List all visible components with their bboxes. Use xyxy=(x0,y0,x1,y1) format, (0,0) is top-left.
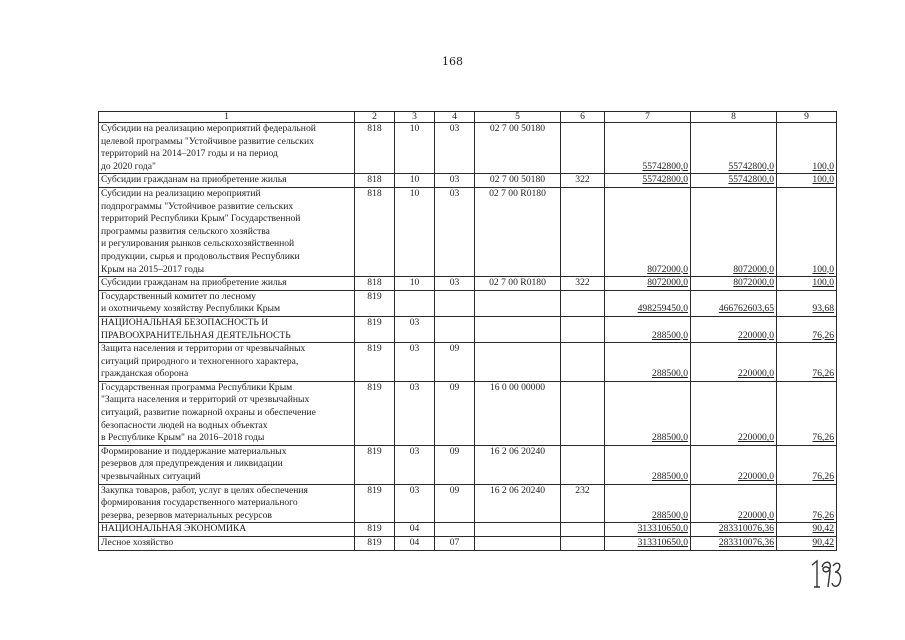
amount-value: 76,26 xyxy=(812,432,834,444)
ministry-code-cell: 819 xyxy=(355,290,395,316)
row-name-cell: Субсидии гражданам на приобретение жилья xyxy=(99,174,355,188)
executed-amount-cell xyxy=(691,523,777,537)
table-row xyxy=(99,537,837,551)
amount-value: 220000,0 xyxy=(738,432,774,444)
amount-value: 76,26 xyxy=(812,329,834,341)
target-article-cell xyxy=(475,316,561,342)
row-name-cell: Лесное хозяйство xyxy=(99,537,355,551)
amount-value: 55742800,0 xyxy=(642,174,688,186)
approved-amount-cell xyxy=(605,123,691,174)
table-row xyxy=(99,277,837,291)
amount-value: 220000,0 xyxy=(738,329,774,341)
amount-value: 288500,0 xyxy=(652,432,688,444)
target-article-cell xyxy=(475,523,561,537)
row-name-cell: Закупка товаров, работ, услуг в целях обеспечения формирования государственного материального резерва, резервов материальных ресурсов xyxy=(99,484,355,523)
section-code-cell: 03 xyxy=(395,343,435,382)
amount-value: 313310650,0 xyxy=(637,537,688,548)
approved-amount-cell xyxy=(605,445,691,484)
ministry-code-cell: 818 xyxy=(355,174,395,188)
amount-value: 288500,0 xyxy=(652,471,688,483)
expense-type-cell xyxy=(561,290,605,316)
column-header: 1 xyxy=(99,112,355,123)
percent-cell xyxy=(777,445,837,484)
amount-value: 100,0 xyxy=(812,277,834,289)
percent-cell xyxy=(777,187,837,276)
expense-type-cell: 232 xyxy=(561,484,605,523)
table-row xyxy=(99,316,837,342)
target-article-cell: 02 7 00 50180 xyxy=(475,174,561,188)
percent-cell xyxy=(777,277,837,291)
amount-value: 220000,0 xyxy=(738,368,774,380)
table-row xyxy=(99,343,837,382)
ministry-code-cell: 819 xyxy=(355,523,395,537)
ministry-code-cell: 818 xyxy=(355,123,395,174)
ministry-code-cell: 818 xyxy=(355,277,395,291)
amount-value: 90,42 xyxy=(812,523,834,535)
expense-type-cell: 322 xyxy=(561,277,605,291)
ministry-code-cell: 819 xyxy=(355,343,395,382)
approved-amount-cell xyxy=(605,484,691,523)
executed-amount-cell xyxy=(691,381,777,445)
column-header: 3 xyxy=(395,112,435,123)
amount-value: 8072000,0 xyxy=(647,277,688,289)
amount-value: 55742800,0 xyxy=(728,174,774,186)
row-name-cell: Субсидии на реализацию мероприятий подпрограммы "Устойчивое развитие сельских территорий Республики Крым" Государственной программы развития сельского хозяйства и регулирования рынков сельскохозяйственной продукции, сырья и продовольствия Республики Крым на 2015–2017 годы xyxy=(99,187,355,276)
ministry-code-cell: 819 xyxy=(355,484,395,523)
percent-cell xyxy=(777,523,837,537)
ministry-code-cell: 819 xyxy=(355,316,395,342)
ministry-code-cell: 818 xyxy=(355,187,395,276)
column-header: 6 xyxy=(561,112,605,123)
section-code-cell: 10 xyxy=(395,174,435,188)
table-row xyxy=(99,445,837,484)
column-header: 2 xyxy=(355,112,395,123)
executed-amount-cell xyxy=(691,277,777,291)
executed-amount-cell xyxy=(691,290,777,316)
amount-value: 288500,0 xyxy=(652,329,688,341)
section-code-cell: 10 xyxy=(395,277,435,291)
percent-cell xyxy=(777,290,837,316)
expense-type-cell xyxy=(561,187,605,276)
executed-amount-cell xyxy=(691,187,777,276)
table-row xyxy=(99,123,837,174)
amount-value: 288500,0 xyxy=(652,368,688,380)
amount-value: 498259450,0 xyxy=(637,303,688,315)
amount-value: 313310650,0 xyxy=(637,523,688,535)
approved-amount-cell xyxy=(605,277,691,291)
row-name-cell: НАЦИОНАЛЬНАЯ БЕЗОПАСНОСТЬ И ПРАВООХРАНИТЕЛЬНАЯ ДЕЯТЕЛЬНОСТЬ xyxy=(99,316,355,342)
ministry-code-cell: 819 xyxy=(355,445,395,484)
percent-cell xyxy=(777,381,837,445)
amount-value: 283310076,36 xyxy=(718,523,774,535)
amount-value: 8072000,0 xyxy=(733,263,774,275)
section-code-cell xyxy=(395,290,435,316)
approved-amount-cell xyxy=(605,290,691,316)
expense-type-cell: 322 xyxy=(561,174,605,188)
table-header-row xyxy=(99,112,837,123)
executed-amount-cell xyxy=(691,174,777,188)
target-article-cell: 02 7 00 R0180 xyxy=(475,277,561,291)
column-header: 5 xyxy=(475,112,561,123)
table-row xyxy=(99,187,837,276)
ministry-code-cell: 819 xyxy=(355,537,395,551)
approved-amount-cell xyxy=(605,187,691,276)
amount-value: 76,26 xyxy=(812,509,834,521)
executed-amount-cell xyxy=(691,343,777,382)
subsection-code-cell xyxy=(435,523,475,537)
amount-value: 76,26 xyxy=(812,471,834,483)
target-article-cell: 02 7 00 R0180 xyxy=(475,187,561,276)
expense-type-cell xyxy=(561,381,605,445)
amount-value: 220000,0 xyxy=(738,471,774,483)
amount-value: 76,26 xyxy=(812,368,834,380)
target-article-cell xyxy=(475,537,561,551)
column-header: 9 xyxy=(777,112,837,123)
target-article-cell xyxy=(475,343,561,382)
page-number: 168 xyxy=(442,55,463,68)
subsection-code-cell: 03 xyxy=(435,123,475,174)
subsection-code-cell: 03 xyxy=(435,187,475,276)
section-code-cell: 04 xyxy=(395,537,435,551)
table-row xyxy=(99,290,837,316)
target-article-cell xyxy=(475,290,561,316)
approved-amount-cell xyxy=(605,523,691,537)
amount-value: 100,0 xyxy=(812,174,834,186)
budget-table xyxy=(98,111,837,551)
target-article-cell: 02 7 00 50180 xyxy=(475,123,561,174)
amount-value: 8072000,0 xyxy=(647,263,688,275)
subsection-code-cell: 03 xyxy=(435,174,475,188)
expense-type-cell xyxy=(561,316,605,342)
amount-value: 93,68 xyxy=(812,303,834,315)
amount-value: 220000,0 xyxy=(738,509,774,521)
executed-amount-cell xyxy=(691,316,777,342)
section-code-cell: 04 xyxy=(395,523,435,537)
approved-amount-cell xyxy=(605,316,691,342)
executed-amount-cell xyxy=(691,537,777,551)
row-name-cell: НАЦИОНАЛЬНАЯ ЭКОНОМИКА xyxy=(99,523,355,537)
expense-type-cell xyxy=(561,523,605,537)
section-code-cell: 10 xyxy=(395,123,435,174)
subsection-code-cell: 09 xyxy=(435,484,475,523)
table-row xyxy=(99,381,837,445)
column-header: 8 xyxy=(691,112,777,123)
amount-value: 288500,0 xyxy=(652,509,688,521)
percent-cell xyxy=(777,174,837,188)
expense-type-cell xyxy=(561,537,605,551)
approved-amount-cell xyxy=(605,537,691,551)
column-header: 7 xyxy=(605,112,691,123)
amount-value: 283310076,36 xyxy=(718,537,774,548)
executed-amount-cell xyxy=(691,123,777,174)
subsection-code-cell xyxy=(435,290,475,316)
row-name-cell: Субсидии гражданам на приобретение жилья xyxy=(99,277,355,291)
approved-amount-cell xyxy=(605,343,691,382)
row-name-cell: Государственный комитет по лесному и охотничьему хозяйству Республики Крым xyxy=(99,290,355,316)
ministry-code-cell: 819 xyxy=(355,381,395,445)
section-code-cell: 03 xyxy=(395,445,435,484)
percent-cell xyxy=(777,343,837,382)
target-article-cell: 16 0 00 00000 xyxy=(475,381,561,445)
section-code-cell: 03 xyxy=(395,316,435,342)
amount-value: 466762603,65 xyxy=(718,303,774,315)
expense-type-cell xyxy=(561,123,605,174)
percent-cell xyxy=(777,316,837,342)
column-header: 4 xyxy=(435,112,475,123)
subsection-code-cell: 07 xyxy=(435,537,475,551)
amount-value: 55742800,0 xyxy=(728,160,774,172)
subsection-code-cell: 09 xyxy=(435,381,475,445)
table-row xyxy=(99,523,837,537)
handwritten-page-mark xyxy=(808,557,844,593)
section-code-cell: 10 xyxy=(395,187,435,276)
executed-amount-cell xyxy=(691,445,777,484)
expense-type-cell xyxy=(561,445,605,484)
percent-cell xyxy=(777,537,837,551)
subsection-code-cell: 03 xyxy=(435,277,475,291)
row-name-cell: Защита населения и территории от чрезвычайных ситуаций природного и техногенного характера, гражданская оборона xyxy=(99,343,355,382)
executed-amount-cell xyxy=(691,484,777,523)
approved-amount-cell xyxy=(605,381,691,445)
approved-amount-cell xyxy=(605,174,691,188)
expense-type-cell xyxy=(561,343,605,382)
section-code-cell: 03 xyxy=(395,381,435,445)
amount-value: 100,0 xyxy=(812,160,834,172)
subsection-code-cell xyxy=(435,316,475,342)
percent-cell xyxy=(777,484,837,523)
row-name-cell: Формирование и поддержание материальных резервов для предупреждения и ликвидации чрезвычайных ситуаций xyxy=(99,445,355,484)
percent-cell xyxy=(777,123,837,174)
amount-value: 8072000,0 xyxy=(733,277,774,289)
subsection-code-cell: 09 xyxy=(435,445,475,484)
amount-value: 90,42 xyxy=(812,537,834,548)
table-row xyxy=(99,174,837,188)
subsection-code-cell: 09 xyxy=(435,343,475,382)
target-article-cell: 16 2 06 20240 xyxy=(475,484,561,523)
table-row xyxy=(99,484,837,523)
row-name-cell: Государственная программа Республики Крым "Защита населения и территорий от чрезвычайных ситуаций, развитие пожарной охраны и обеспечение безопасности людей на водных объектах в Республике Крым" на 2016–2018 годы xyxy=(99,381,355,445)
table-body xyxy=(99,123,837,551)
section-code-cell: 03 xyxy=(395,484,435,523)
amount-value: 55742800,0 xyxy=(642,160,688,172)
amount-value: 100,0 xyxy=(812,263,834,275)
target-article-cell: 16 2 06 20240 xyxy=(475,445,561,484)
row-name-cell: Субсидии на реализацию мероприятий федеральной целевой программы "Устойчивое развитие сельских территорий на 2014–2017 годы и на период до 2020 года" xyxy=(99,123,355,174)
